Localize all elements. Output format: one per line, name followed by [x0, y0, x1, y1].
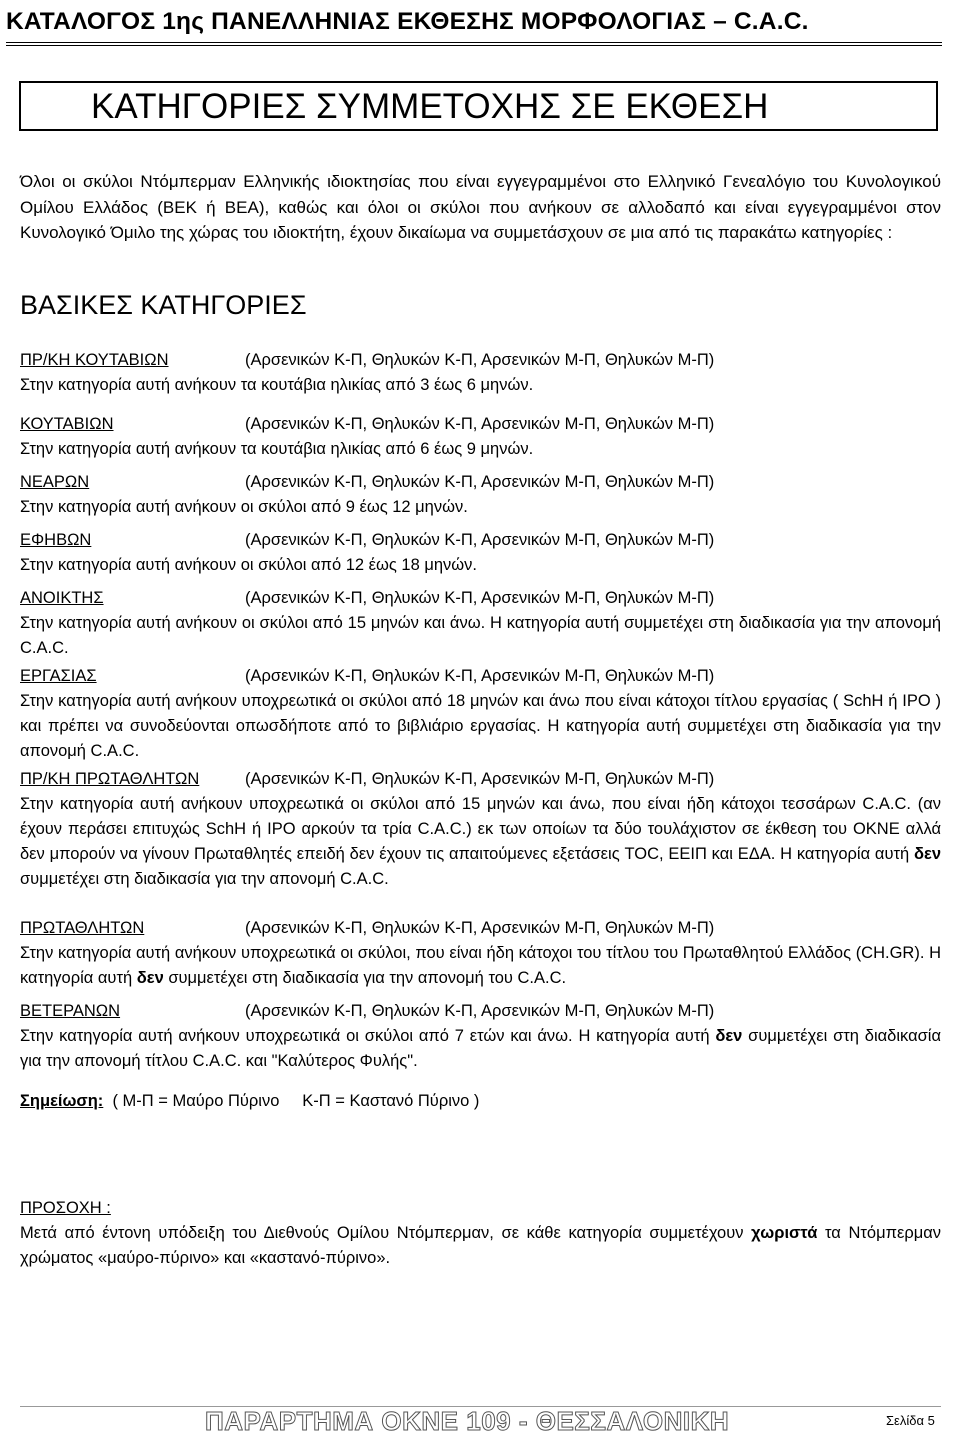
category-koutavion: [20, 412, 941, 462]
note-label: Σημείωση:: [20, 1092, 104, 1110]
warning-text: Μετά από έντονη υπόδειξη του Διεθνούς Ομίλου Ντόμπερμαν, σε κάθε κατηγορία συμμετέχουν χωριστά τα Ντόμπερμαν χρώματος «μαύρο-πύρινο» και «καστανό-πύρινο».: [20, 1224, 941, 1267]
category-name: ΕΡΓΑΣΙΑΣ: [20, 667, 97, 685]
category-sexes: (Αρσενικών Κ-Π, Θηλυκών Κ-Π, Αρσενικών Μ-Π, Θηλυκών Μ-Π): [245, 415, 715, 433]
category-name: ΠΡ/ΚΗ ΚΟΥΤΑΒΙΩΝ: [20, 351, 169, 369]
category-protathliton: [20, 916, 941, 991]
category-sexes: (Αρσενικών Κ-Π, Θηλυκών Κ-Π, Αρσενικών Μ-Π, Θηλυκών Μ-Π): [245, 919, 715, 937]
category-name: ΝΕΑΡΩΝ: [20, 473, 90, 491]
category-description: Στην κατηγορία αυτή ανήκουν οι σκύλοι από 9 έως 12 μηνών.: [20, 498, 468, 516]
category-description: Στην κατηγορία αυτή ανήκουν υποχρεωτικά οι σκύλοι από 15 μηνών και άνω, που είναι ήδη κάτοχοι τεσσάρων C.A.C. (αν έχουν περάσει επιτυχώς SchH ή IPO αρκούν τα τρία C.A.C.) εκ των οποίων τα δύο τουλάχιστον σε έκθεση του ΟΚΝΕ αλλά δεν μπορούν να γίνουν Πρωταθλητές επειδή δεν έχουν τις απαιτούμενες εξετάσεις TOC, ΕΕΙΠ και ΕΔΑ. Η κατηγορία αυτή δεν συμμετέχει στη διαδικασία για την απονομή C.A.C.: [20, 795, 941, 888]
category-sexes: (Αρσενικών Κ-Π, Θηλυκών Κ-Π, Αρσενικών Μ-Π, Θηλυκών Μ-Π): [245, 531, 715, 549]
page-number: Σελίδα 5: [886, 1413, 935, 1428]
category-name: ΒΕΤΕΡΑΝΩΝ: [20, 1002, 121, 1020]
category-pr-protathliton: [20, 767, 941, 892]
category-description: Στην κατηγορία αυτή ανήκουν τα κουτάβια ηλικίας από 3 έως 6 μηνών.: [20, 376, 534, 394]
category-veteranon: [20, 999, 941, 1074]
note-text: ( Μ-Π = Μαύρο Πύρινο Κ-Π = Καστανό Πύρινο ): [103, 1092, 480, 1110]
category-name: ΚΟΥΤΑΒΙΩΝ: [20, 415, 114, 433]
category-description: Στην κατηγορία αυτή ανήκουν υποχρεωτικά οι σκύλοι από 18 μηνών και άνω που είναι κάτοχοι τίτλου εργασίας ( SchH ή IPO ) και πρέπει να συνοδεύονται οπωσδήποτε από το βιβλιάριο εργασίας. Η κατηγορία αυτή συμμετέχει στη διαδικασία για την απονομή C.A.C.: [20, 692, 941, 760]
category-sexes: (Αρσενικών Κ-Π, Θηλυκών Κ-Π, Αρσενικών Μ-Π, Θηλυκών Μ-Π): [245, 473, 715, 491]
category-sexes: (Αρσενικών Κ-Π, Θηλυκών Κ-Π, Αρσενικών Μ-Π, Θηλυκών Μ-Π): [245, 351, 715, 369]
category-description: Στην κατηγορία αυτή ανήκουν τα κουτάβια ηλικίας από 6 έως 9 μηνών.: [20, 440, 534, 458]
category-ergasias: [20, 664, 941, 764]
header-divider: [6, 42, 942, 46]
category-efivon: [20, 528, 941, 578]
category-name: ΠΡ/ΚΗ ΠΡΩΤΑΘΛΗΤΩΝ: [20, 770, 200, 788]
category-description: Στην κατηγορία αυτή ανήκουν οι σκύλοι από 12 έως 18 μηνών.: [20, 556, 478, 574]
category-name: ΑΝΟΙΚΤΗΣ: [20, 589, 104, 607]
category-sexes: (Αρσενικών Κ-Π, Θηλυκών Κ-Π, Αρσενικών Μ-Π, Θηλυκών Μ-Π): [245, 770, 715, 788]
category-nearon: [20, 470, 941, 520]
category-description: Στην κατηγορία αυτή ανήκουν υποχρεωτικά οι σκύλοι από 7 ετών και άνω. Η κατηγορία αυτή δεν συμμετέχει στη διαδικασία για την απονομή τίτλου C.A.C. και "Καλύτερος Φυλής".: [20, 1027, 941, 1070]
warning-label: ΠΡΟΣΟΧΗ :: [20, 1199, 111, 1217]
category-pr-koutavion: [20, 348, 941, 398]
category-anoiktis: [20, 586, 941, 661]
footer-branch-name: ΠΑΡΑΡΤΗΜΑ ΟΚΝΕ 109 - ΘΕΣΣΑΛΟΝΙΚΗ: [205, 1406, 730, 1436]
main-title-box: [19, 81, 938, 131]
category-sexes: (Αρσενικών Κ-Π, Θηλυκών Κ-Π, Αρσενικών Μ-Π, Θηλυκών Μ-Π): [245, 667, 715, 685]
warning-block: [20, 1196, 941, 1271]
main-title: ΚΑΤΗΓΟΡΙΕΣ ΣΥΜΜΕΤΟΧΗΣ ΣΕ ΕΚΘΕΣΗ: [91, 87, 769, 126]
section-heading: ΒΑΣΙΚΕΣ ΚΑΤΗΓΟΡΙΕΣ: [20, 290, 307, 320]
intro-paragraph: Όλοι οι σκύλοι Ντόμπερμαν Ελληνικής ιδιοκτησίας που είναι εγγεγραμμένοι στο Ελληνικό Γενεαλόγιο του Κυνολογικού Ομίλου Ελλάδος (ΒΕΚ ή ΒΕΑ), καθώς και όλοι οι σκύλοι που ανήκουν σε αλλοδαπό και είναι εγγεγραμμένοι στον Κυνολογικό Όμιλο της χώρας του ιδιοκτήτη, έχουν δικαίωμα να συμμετάσχουν σε μια από τις παρακάτω κατηγορίες :: [20, 172, 941, 243]
color-legend-note: [20, 1089, 479, 1114]
category-sexes: (Αρσενικών Κ-Π, Θηλυκών Κ-Π, Αρσενικών Μ-Π, Θηλυκών Μ-Π): [245, 589, 715, 607]
category-description: Στην κατηγορία αυτή ανήκουν υποχρεωτικά οι σκύλοι, που είναι ήδη κάτοχοι του τίτλου του Πρωταθλητού Ελλάδος (CH.GR). Η κατηγορία αυτή δεν συμμετέχει στη διαδικασία για την απονομή του C.A.C.: [20, 944, 941, 987]
category-name: ΕΦΗΒΩΝ: [20, 531, 92, 549]
category-name: ΠΡΩΤΑΘΛΗΤΩΝ: [20, 919, 145, 937]
document-header-title: ΚΑΤΑΛΟΓΟΣ 1ης ΠΑΝΕΛΛΗΝΙΑΣ ΕΚΘΕΣΗΣ ΜΟΡΦΟΛΟΓΙΑΣ – C.A.C.: [6, 8, 809, 35]
category-sexes: (Αρσενικών Κ-Π, Θηλυκών Κ-Π, Αρσενικών Μ-Π, Θηλυκών Μ-Π): [245, 1002, 715, 1020]
category-description: Στην κατηγορία αυτή ανήκουν οι σκύλοι από 15 μηνών και άνω. Η κατηγορία αυτή συμμετέχει στη διαδικασία για την απονομή C.A.C.: [20, 614, 941, 657]
